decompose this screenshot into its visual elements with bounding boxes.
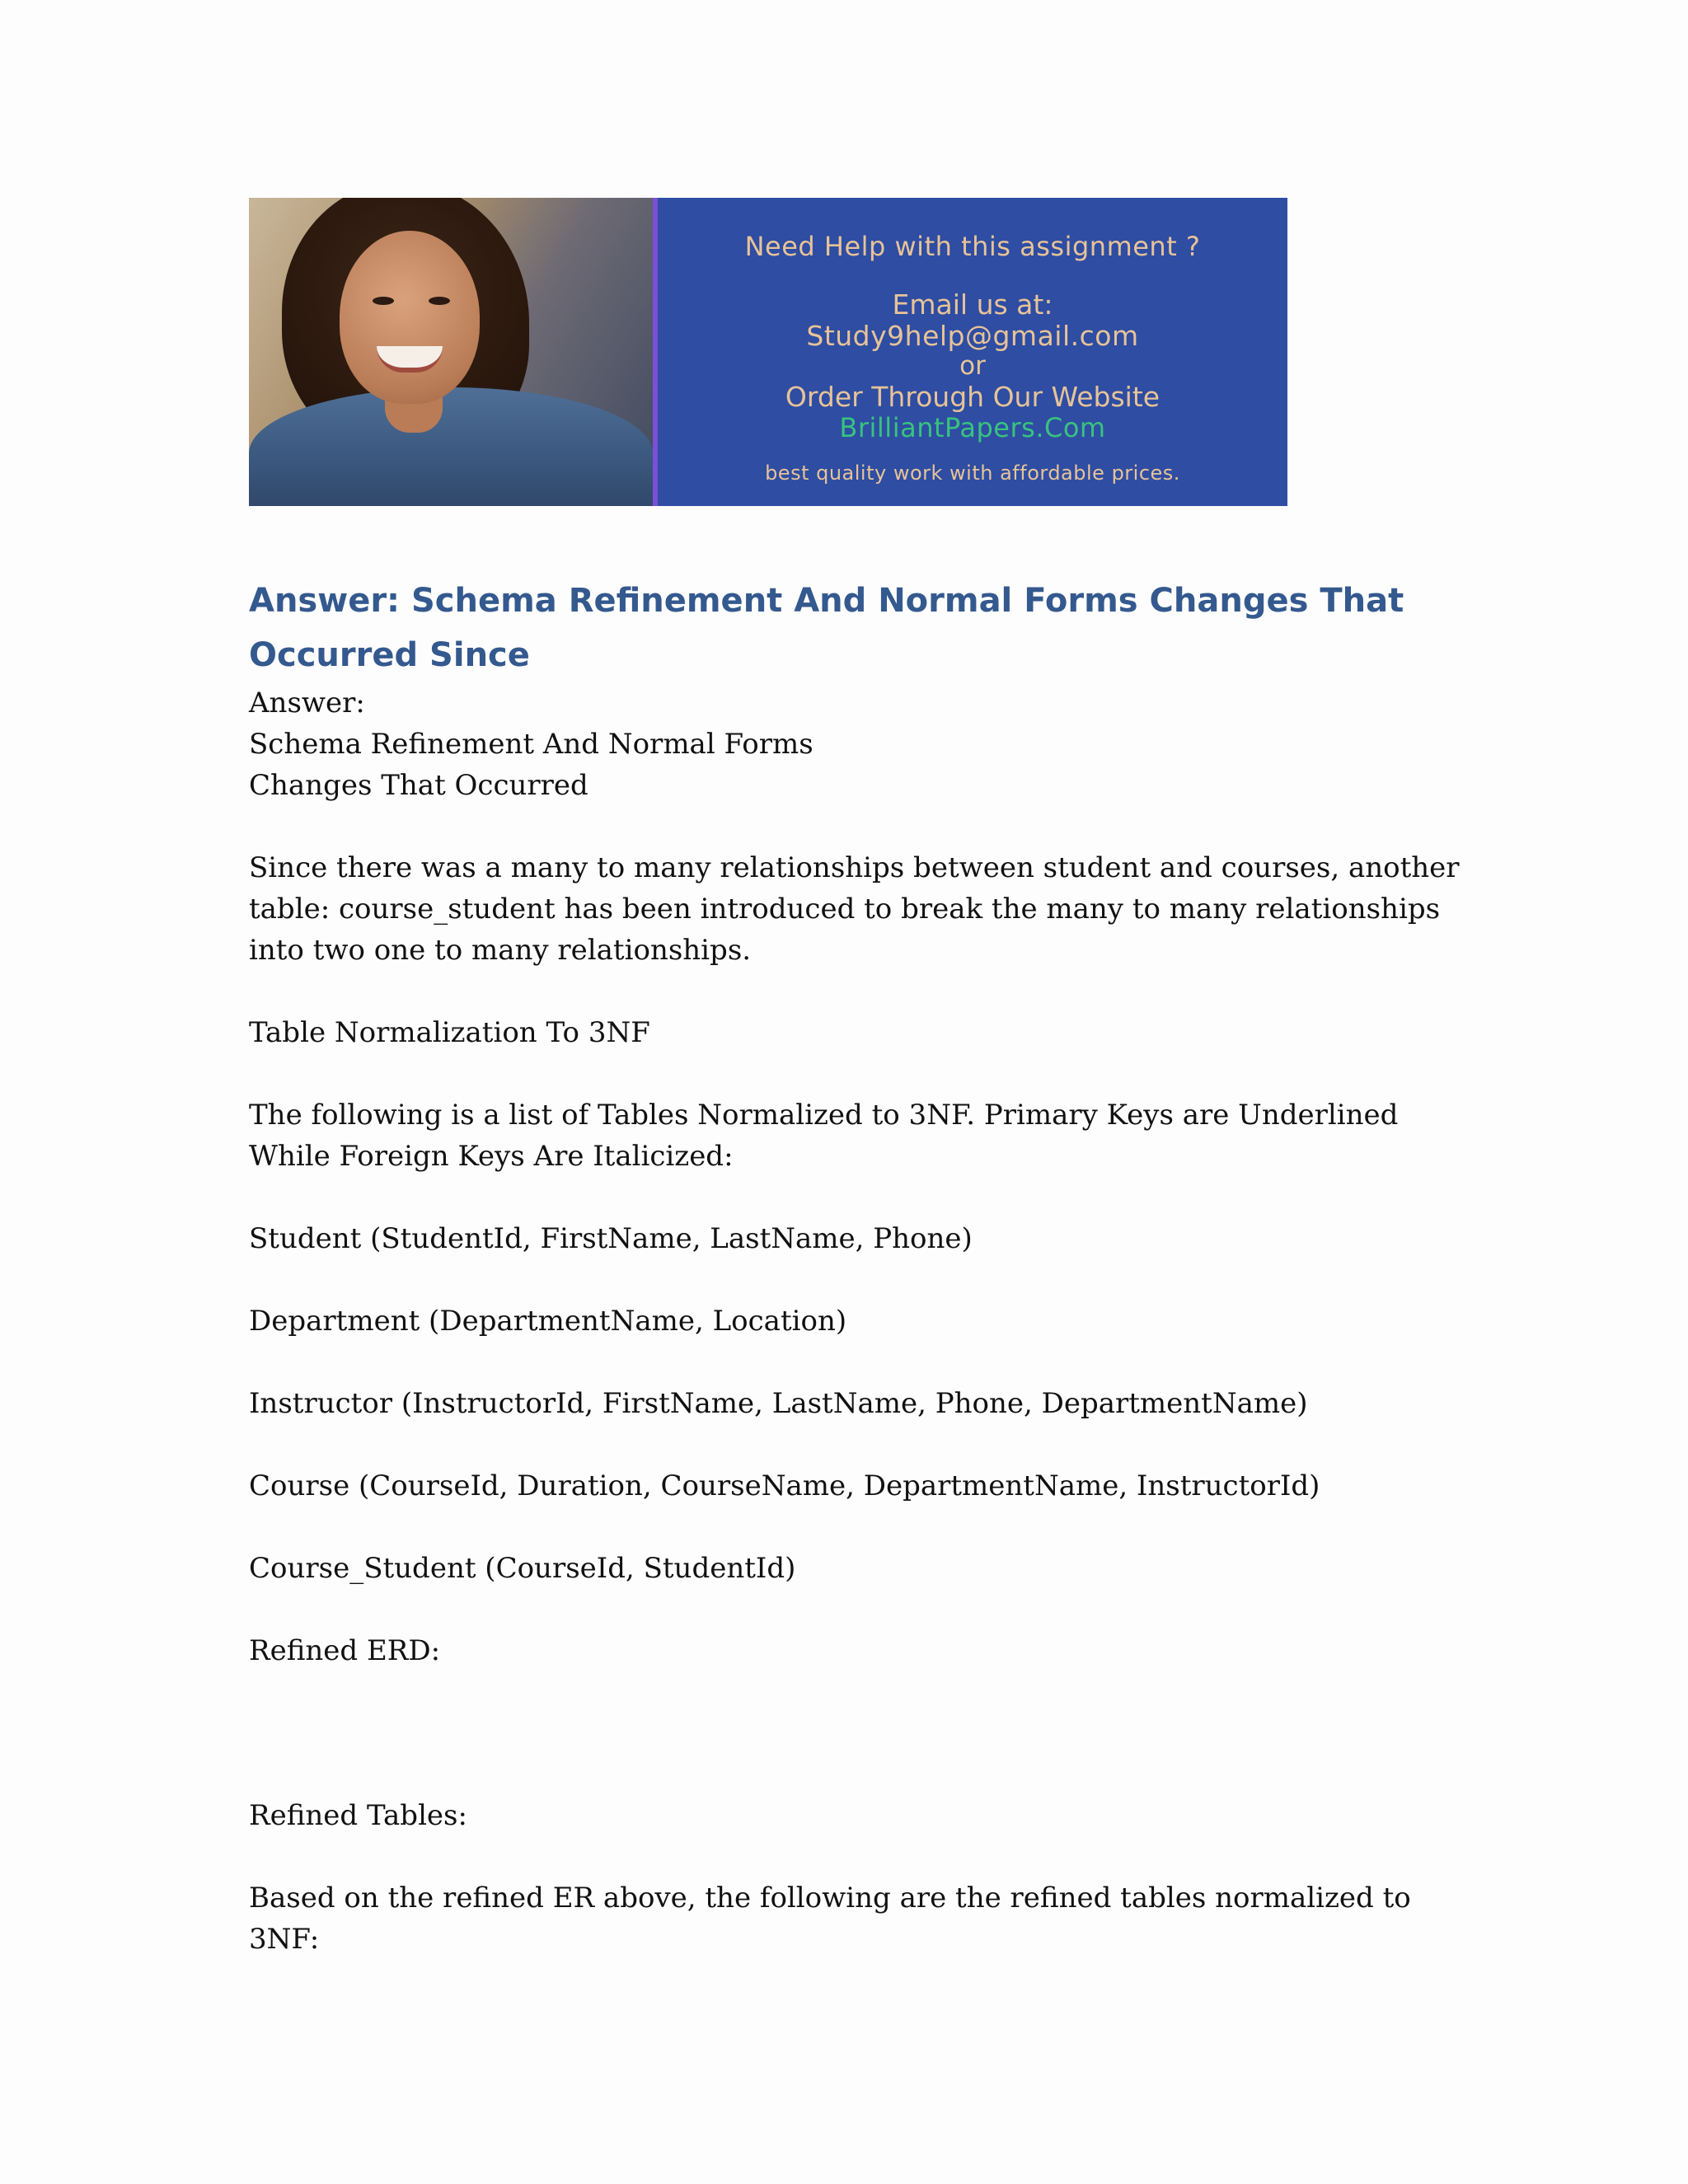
table-course-student: Course_Student (CourseId, StudentId) — [249, 1552, 796, 1585]
paragraph-relationships: Since there was a many to many relationships between student and courses, another table: course_student has been introduced to break the many to many relationships into two one to many relationships. — [249, 851, 1460, 967]
document-body — [249, 682, 1485, 1960]
table-student: Student (StudentId, FirstName, LastName, Phone) — [249, 1222, 973, 1255]
refined-erd-label: Refined ERD: — [249, 1634, 441, 1667]
banner-question: Need Help with this assignment ? — [744, 231, 1201, 262]
normalization-title: Table Normalization To 3NF — [249, 1016, 650, 1049]
banner-email-label: Email us at: — [892, 288, 1053, 321]
table-department: Department (DepartmentName, Location) — [249, 1305, 847, 1338]
banner-info-panel — [658, 198, 1287, 506]
table-course: Course (CourseId, Duration, CourseName, DepartmentName, InstructorId) — [249, 1469, 1320, 1502]
intro-line-1: Schema Refinement And Normal Forms — [249, 728, 814, 761]
banner-order: Order Through Our Website — [785, 381, 1160, 413]
closing-paragraph: Based on the refined ER above, the following are the refined tables normalized to 3NF: — [249, 1882, 1411, 1956]
intro-line-2: Changes That Occurred — [249, 769, 588, 802]
help-banner — [249, 198, 1287, 506]
banner-email: Study9help@gmail.com — [806, 320, 1139, 352]
table-instructor: Instructor (InstructorId, FirstName, LastName, Phone, DepartmentName) — [249, 1387, 1308, 1420]
banner-or: or — [959, 351, 986, 381]
banner-tagline: best quality work with affordable prices. — [765, 462, 1180, 485]
banner-website: BrilliantPapers.Com — [839, 412, 1106, 443]
banner-photo — [249, 198, 653, 506]
refined-tables-label: Refined Tables: — [249, 1799, 467, 1832]
paragraph-keys: The following is a list of Tables Normalized to 3NF. Primary Keys are Underlined While Foreign Keys Are Italicized: — [249, 1099, 1399, 1173]
page-title: Answer: Schema Refinement And Normal Forms Changes That Occurred Since — [249, 582, 1404, 674]
answer-label: Answer: — [249, 687, 365, 719]
